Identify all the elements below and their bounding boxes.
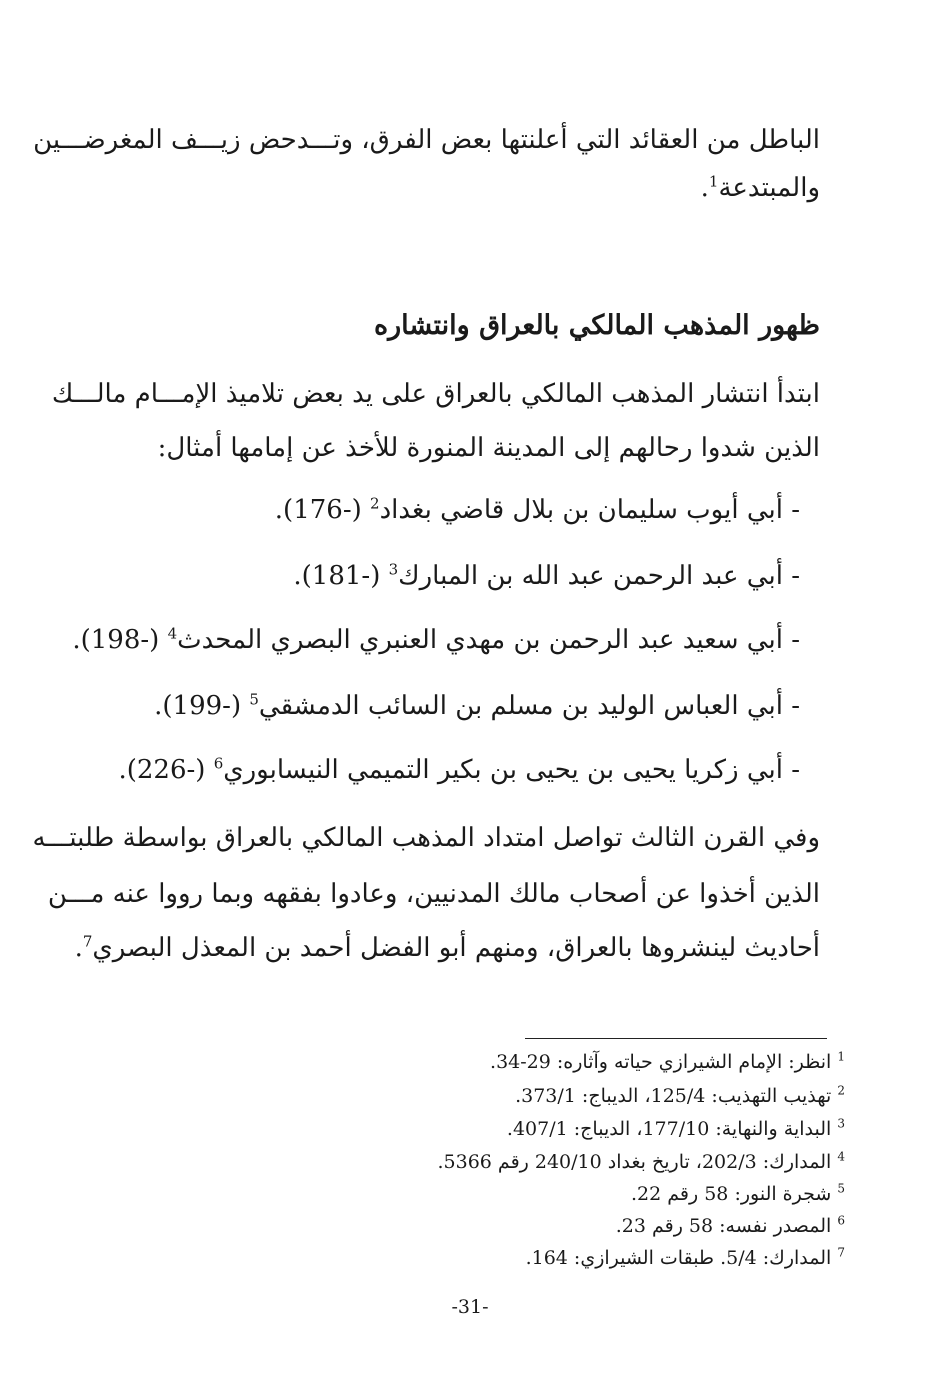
footnote-ref[interactable]: 4 <box>167 624 178 643</box>
footnote-number: 2 <box>837 1083 845 1098</box>
list-item-date: (-198). <box>72 625 168 655</box>
footnote-ref[interactable]: 6 <box>213 754 224 773</box>
footnote-text: شجرة النور: 58 رقم 22. <box>631 1183 832 1205</box>
list-item-text: - أبي أيوب سليمان بن بلال قاضي بغداد <box>379 495 800 525</box>
list-item-text: - أبي العباس الوليد بن مسلم بن السائب الدمشقي <box>258 691 800 721</box>
footnote-number: 3 <box>837 1116 845 1131</box>
footnote-text: المصدر نفسه: 58 رقم 23. <box>615 1215 832 1237</box>
footnote-ref[interactable]: 3 <box>388 560 399 579</box>
body-text: الذين شدوا رحالهم إلى المدينة المنورة للأخذ عن إمامها أمثال: <box>157 433 820 463</box>
footnote-number: 1 <box>837 1049 845 1064</box>
list-item-text: - أبي سعيد عبد الرحمن بن مهدي العنبري البصري المحدث <box>177 625 800 655</box>
body-line <box>33 120 820 160</box>
body-text: الباطل من العقائد التي أعلنتها بعض الفرق، وتـــدحض زيـــف المغرضـــين <box>33 125 820 155</box>
footnote-text: البداية والنهاية: 177/10، الديباج: 407/1. <box>506 1118 832 1140</box>
footnote <box>507 1115 845 1143</box>
list-item <box>154 686 800 726</box>
list-item-date: (-181). <box>293 561 389 591</box>
list-item-text: - أبي زكريا يحيى بن يحيى بن بكير التميمي النيسابوري <box>223 755 800 785</box>
body-line <box>701 168 820 208</box>
body-text: الذين أخذوا عن أصحاب مالك المدنيين، وعادوا بفقهه وبما رووا عنه مـــن <box>47 879 820 909</box>
body-line <box>75 928 820 968</box>
footnote-separator <box>525 1038 827 1039</box>
footnote <box>490 1048 845 1076</box>
footnote-text: تهذيب التهذيب: 125/4، الديباج: 373/1. <box>515 1085 832 1107</box>
list-item <box>118 750 800 790</box>
list-item <box>72 620 800 660</box>
footnote-ref[interactable]: 2 <box>370 494 380 513</box>
body-text: ابتدأ انتشار المذهب المالكي بالعراق على يد بعض تلاميذ الإمـــام مالـــك <box>51 379 820 409</box>
footnote-ref[interactable]: 7 <box>82 932 93 951</box>
list-item-text: - أبي عبد الرحمن عبد الله بن المبارك <box>398 561 800 591</box>
body-text: . <box>700 173 709 203</box>
body-line <box>32 818 820 858</box>
footnote <box>437 1148 845 1176</box>
footnote <box>616 1212 845 1240</box>
body-line <box>51 374 820 414</box>
body-text: أحاديث لينشروها بالعراق، ومنهم أبو الفضل أحمد بن المعذل البصري <box>92 933 820 963</box>
footnote-number: 5 <box>837 1181 845 1196</box>
footnote-text: المدارك: 202/3، تاريخ بغداد 240/10 رقم 5366. <box>437 1151 832 1173</box>
footnote <box>515 1082 845 1110</box>
body-text: . <box>74 933 83 963</box>
section-heading: ظهور المذهب المالكي بالعراق وانتشاره <box>373 310 820 341</box>
footnote <box>526 1244 845 1272</box>
body-line <box>158 428 820 468</box>
footnote-ref[interactable]: 1 <box>708 172 719 191</box>
footnote-number: 6 <box>837 1213 845 1228</box>
page-number: -31- <box>451 1296 489 1318</box>
list-item-date: (-226). <box>118 755 214 785</box>
list-item <box>293 556 800 596</box>
footnote-text: المدارك: 5/4. طبقات الشيرازي: 164. <box>525 1247 832 1269</box>
footnote-number: 4 <box>837 1149 845 1164</box>
footnote-ref[interactable]: 5 <box>249 690 259 709</box>
body-text: وفي القرن الثالث تواصل امتداد المذهب المالكي بالعراق بواسطة طلبتـــه <box>32 823 820 853</box>
list-item <box>275 490 800 530</box>
list-item-date: (-176). <box>274 495 371 525</box>
footnote <box>631 1180 845 1208</box>
body-text: والمبتدعة <box>718 173 820 203</box>
footnote-number: 7 <box>837 1245 845 1260</box>
body-line <box>47 874 820 914</box>
list-item-date: (-199). <box>154 691 250 721</box>
footnote-text: انظر: الإمام الشيرازي حياته وآثاره: 29-34. <box>490 1051 832 1073</box>
